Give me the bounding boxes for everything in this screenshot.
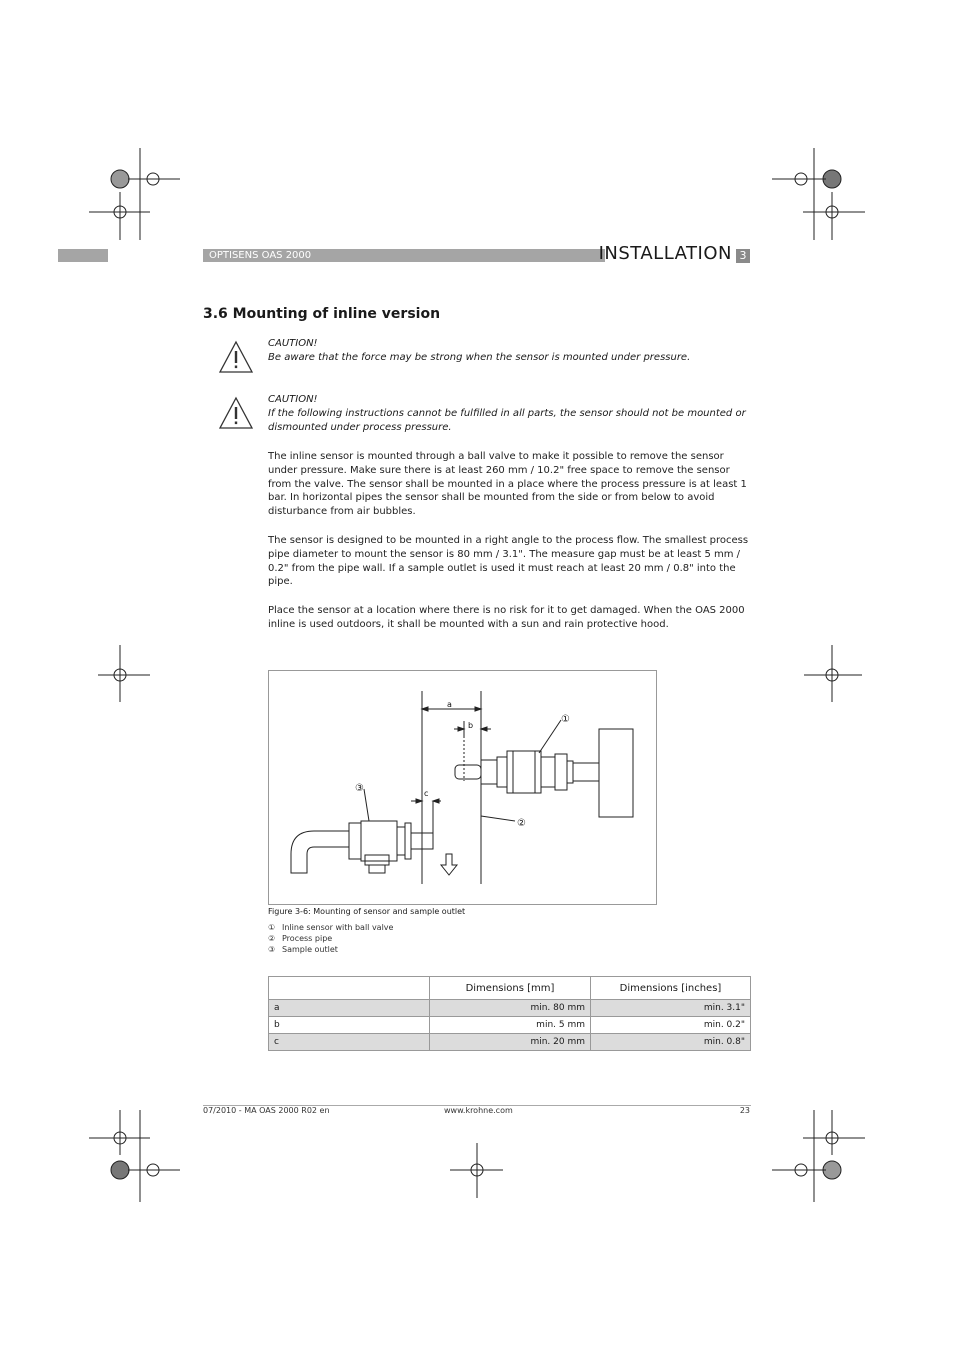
dim-label-c: c	[424, 789, 429, 798]
dim-label-b: b	[468, 721, 474, 730]
table-header: Dimensions [mm]	[430, 977, 591, 1000]
callout-3: ③	[355, 783, 364, 794]
table-header: Dimensions [inches]	[591, 977, 751, 1000]
table-cell: min. 0.8"	[591, 1034, 751, 1051]
legend-text: Process pipe	[282, 934, 333, 943]
table-cell: min. 3.1"	[591, 1000, 751, 1017]
header-bar-left	[58, 249, 108, 262]
figure-mounting-diagram	[268, 670, 657, 905]
legend-item	[268, 922, 393, 933]
legend-num: ②	[268, 934, 276, 943]
figure-caption: Figure 3-6: Mounting of sensor and sample outlet	[268, 907, 466, 916]
chapter-number: 3	[736, 249, 750, 263]
callout-2: ②	[517, 818, 526, 829]
paragraph-1: The inline sensor is mounted through a ball valve to make it possible to remove the sensor under pressure. Make sure there is at least 260 mm / 10.2" free space to remove the sensor from the valve. The sensor shall be mounted in a place where the process pressure is at least 1 bar. In horizontal pipes the sensor shall be mounted from the side or from below to avoid disturbance from air bubbles.	[268, 451, 747, 518]
dim-label-a: a	[447, 700, 452, 709]
table-cell: min. 5 mm	[430, 1017, 591, 1034]
table-header	[269, 977, 430, 1000]
caution-2-label: CAUTION!	[268, 394, 318, 405]
warning-icon	[218, 396, 254, 430]
caution-2-text: If the following instructions cannot be fulfilled in all parts, the sensor should not be mounted or dismounted under process pressure.	[268, 408, 746, 433]
legend-item	[268, 933, 332, 944]
header-product: OPTISENS OAS 2000	[209, 250, 312, 261]
legend-num: ①	[268, 923, 276, 932]
table-cell: c	[269, 1034, 430, 1051]
table-cell: min. 20 mm	[430, 1034, 591, 1051]
paragraph-2: The sensor is designed to be mounted in a right angle to the process flow. The smallest process pipe diameter to mount the sensor is 80 mm / 3.1". The measure gap must be at least 5 mm / 0.2" from the pipe wall. If a sample outlet is used it must reach at least 20 mm / 0.8" into the pipe.	[268, 535, 749, 588]
dimensions-table	[268, 976, 751, 1051]
callout-1: ①	[561, 714, 570, 725]
caution-2	[268, 393, 758, 435]
table-cell: a	[269, 1000, 430, 1017]
caution-1-text: Be aware that the force may be strong when the sensor is mounted under pressure.	[268, 352, 691, 363]
table-cell: min. 80 mm	[430, 1000, 591, 1017]
table-row	[269, 1017, 751, 1034]
table-header-row	[269, 977, 751, 1000]
legend-item	[268, 944, 338, 955]
warning-icon	[218, 340, 254, 374]
table-cell: b	[269, 1017, 430, 1034]
section-title: 3.6 Mounting of inline version	[203, 306, 441, 322]
table-row	[269, 1034, 751, 1051]
caution-1-label: CAUTION!	[268, 338, 318, 349]
paragraph-3: Place the sensor at a location where there is no risk for it to get damaged. When the OAS 2000 inline is used outdoors, it shall be mounted with a sun and rain protective hood.	[268, 605, 745, 630]
table-row	[269, 1000, 751, 1017]
footer-left: 07/2010 - MA OAS 2000 R02 en	[203, 1106, 330, 1115]
mounting-diagram	[269, 671, 656, 904]
page-number: 23	[739, 1106, 750, 1115]
legend-text: Inline sensor with ball valve	[282, 923, 394, 932]
chapter-title: INSTALLATION	[598, 243, 732, 264]
legend-num: ③	[268, 945, 276, 954]
caution-1	[268, 337, 758, 365]
footer-url[interactable]: www.krohne.com	[444, 1106, 513, 1115]
table-cell: min. 0.2"	[591, 1017, 751, 1034]
legend-text: Sample outlet	[282, 945, 338, 954]
